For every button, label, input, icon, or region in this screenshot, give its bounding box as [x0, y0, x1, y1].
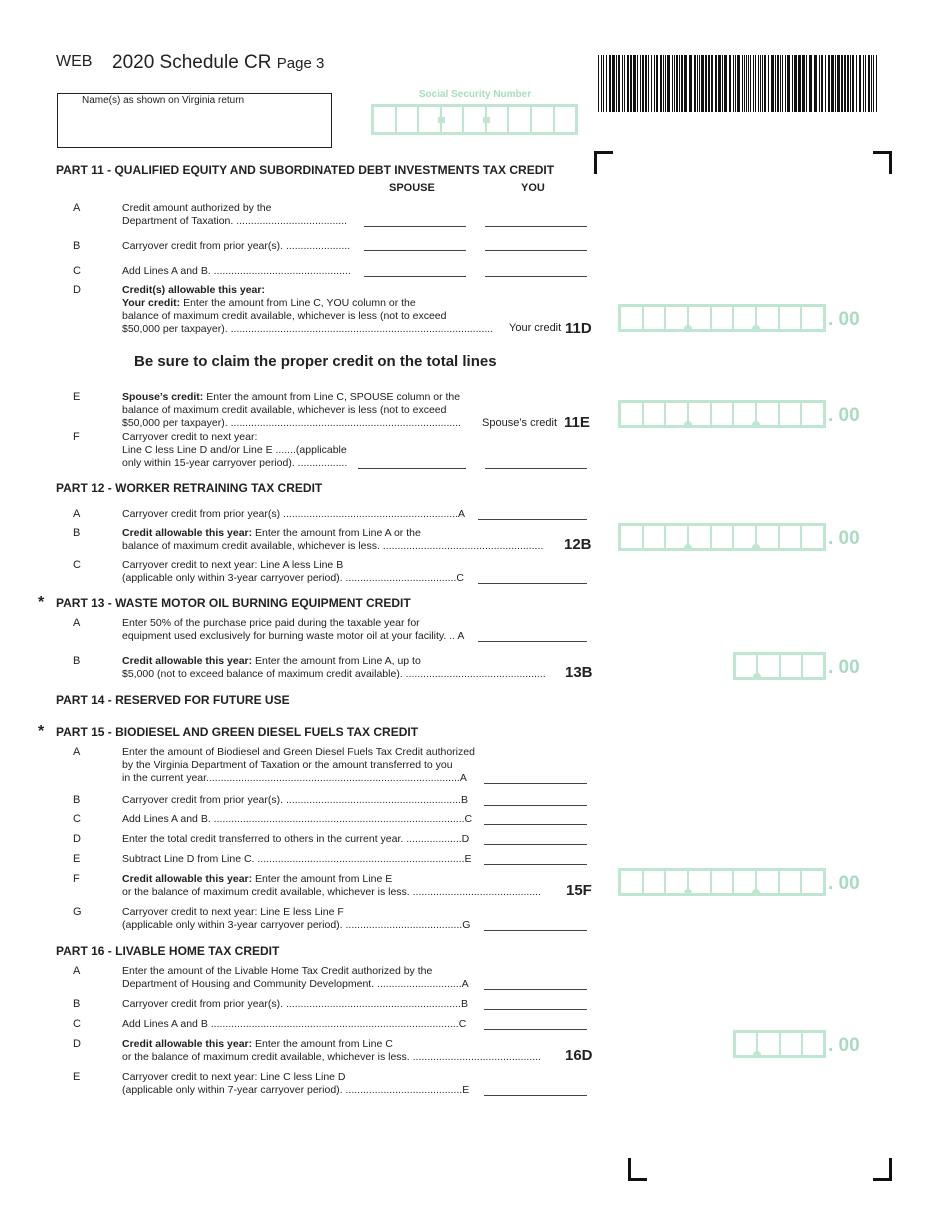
- amount-13b[interactable]: [733, 652, 826, 680]
- line-11e-text: Spouse’s credit: Enter the amount from Line C, SPOUSE column or the balance of maximum credit available, whichever is less (not to exceed $50,000 per taxpayer). ...............................................................................: [122, 391, 462, 429]
- line-11d-text: Credit(s) allowable this year: Your credit: Enter the amount from Line C, YOU column or the balance of maximum credit available, whichever is less (not to exceed $50,000 per taxpayer). ..........................................................................................: [122, 284, 494, 335]
- line-15g-input[interactable]: [484, 930, 587, 931]
- line-letter: D: [73, 1038, 81, 1050]
- line-11f-spouse[interactable]: [358, 468, 466, 469]
- cents-13b: . 00: [828, 657, 860, 678]
- line-letter: B: [73, 527, 81, 539]
- line-15d-input[interactable]: [484, 844, 587, 845]
- line-15e-input[interactable]: [484, 864, 587, 865]
- line-letter: A: [73, 746, 81, 758]
- page-number: Page 3: [276, 55, 325, 72]
- cents-16d: . 00: [828, 1035, 860, 1056]
- line-letter: E: [73, 1071, 81, 1083]
- line-11c-you[interactable]: [485, 276, 587, 277]
- line-letter: F: [73, 873, 80, 885]
- line-12a-input[interactable]: [478, 519, 587, 520]
- ssn-label: Social Security Number: [418, 89, 532, 100]
- line-11b-text: Carryover credit from prior year(s). ......................: [122, 240, 351, 252]
- line-15f-text: Credit allowable this year: Enter the amount from Line E or the balance of maximum credit available, whichever is less. ............................................: [122, 873, 541, 898]
- line-11b-you[interactable]: [485, 250, 587, 251]
- column-header-spouse: SPOUSE: [389, 182, 435, 194]
- column-header-you: YOU: [521, 182, 545, 194]
- line-16b-text: Carryover credit from prior year(s). ............................................................B: [122, 998, 468, 1010]
- amount-12b[interactable]: [618, 523, 826, 551]
- line-letter: A: [73, 617, 81, 629]
- part16-title: PART 16 - LIVABLE HOME TAX CREDIT: [56, 944, 280, 958]
- line-letter: B: [73, 655, 81, 667]
- line-11c-text: Add Lines A and B. ...............................................: [122, 265, 351, 277]
- line-12c-text: Carryover credit to next year: Line A less Line B (applicable only within 3-year carryover period). ......................................C: [122, 559, 464, 584]
- line-letter: A: [73, 965, 81, 977]
- asterisk-marker: *: [38, 723, 45, 740]
- corner-mark: [628, 1158, 647, 1181]
- line-code-15f: 15F: [566, 882, 592, 899]
- corner-mark: [594, 151, 613, 174]
- corner-mark: [873, 1158, 892, 1181]
- line-letter: G: [73, 906, 82, 918]
- line-letter: D: [73, 833, 81, 845]
- part15-title: PART 15 - BIODIESEL AND GREEN DIESEL FUELS TAX CREDIT: [56, 725, 419, 739]
- line-16c-input[interactable]: [484, 1029, 587, 1030]
- claim-banner: Be sure to claim the proper credit on the total lines: [134, 353, 497, 370]
- line-code-11d: 11D: [565, 320, 592, 337]
- line-15d-text: Enter the total credit transferred to others in the current year. ...................D: [122, 833, 470, 845]
- line-code-13b: 13B: [565, 664, 593, 681]
- line-15e-text: Subtract Line D from Line C. .......................................................................E: [122, 853, 472, 865]
- line-16b-input[interactable]: [484, 1009, 587, 1010]
- line-12a-text: Carryover credit from prior year(s) ............................................................A: [122, 508, 466, 520]
- part11-title: PART 11 - QUALIFIED EQUITY AND SUBORDINATED DEBT INVESTMENTS TAX CREDIT: [56, 163, 555, 177]
- line-12c-input[interactable]: [478, 583, 587, 584]
- line-15c-input[interactable]: [484, 824, 587, 825]
- amount-11d[interactable]: [618, 304, 826, 332]
- spouse-credit-label: Spouse’s credit: [482, 417, 558, 429]
- cents-11e: . 00: [828, 405, 860, 426]
- line-11c-spouse[interactable]: [364, 276, 466, 277]
- line-16d-text: Credit allowable this year: Enter the amount from Line C or the balance of maximum credit available, whichever is less. ............................................: [122, 1038, 541, 1063]
- line-letter: B: [73, 794, 81, 806]
- line-letter: E: [73, 853, 81, 865]
- line-letter: C: [73, 265, 81, 277]
- line-16a-text: Enter the amount of the Livable Home Tax Credit authorized by the Department of Housing and Community Development. .............................A: [122, 965, 469, 990]
- form-id-web: WEB: [56, 53, 93, 70]
- line-code-16d: 16D: [565, 1047, 593, 1064]
- cents-11d: . 00: [828, 309, 860, 330]
- page-title: 2020 Schedule CR Page 3: [112, 52, 325, 73]
- line-11a-text: Credit amount authorized by the Department of Taxation. ......................................: [122, 202, 348, 227]
- cents-15f: . 00: [828, 873, 860, 894]
- part13-title: PART 13 - WASTE MOTOR OIL BURNING EQUIPMENT CREDIT: [56, 596, 411, 610]
- line-letter: C: [73, 813, 81, 825]
- line-16c-text: Add Lines A and B .....................................................................................C: [122, 1018, 467, 1030]
- line-15b-text: Carryover credit from prior year(s). ............................................................B: [122, 794, 468, 806]
- line-16e-text: Carryover credit to next year: Line C less Line D (applicable only within 7-year carryover period). ........................................E: [122, 1071, 470, 1096]
- line-letter: A: [73, 508, 81, 520]
- line-15a-input[interactable]: [484, 783, 587, 784]
- cents-12b: . 00: [828, 528, 860, 549]
- line-letter: A: [73, 202, 81, 214]
- line-15c-text: Add Lines A and B. ......................................................................................C: [122, 813, 473, 825]
- name-field[interactable]: [57, 93, 332, 148]
- line-letter: E: [73, 391, 81, 403]
- line-13b-text: Credit allowable this year: Enter the amount from Line A, up to $5,000 (not to exceed balance of maximum credit available). ................................................: [122, 655, 546, 680]
- line-letter: D: [73, 284, 81, 296]
- line-15b-input[interactable]: [484, 805, 587, 806]
- ssn-input[interactable]: [371, 104, 578, 135]
- amount-15f[interactable]: [618, 868, 826, 896]
- line-code-12b: 12B: [564, 536, 592, 553]
- line-13a-input[interactable]: [478, 641, 587, 642]
- part14-title: PART 14 - RESERVED FOR FUTURE USE: [56, 693, 290, 707]
- line-letter: C: [73, 559, 81, 571]
- line-letter: F: [73, 431, 80, 443]
- line-letter: C: [73, 1018, 81, 1030]
- your-credit-label: Your credit: [509, 322, 562, 334]
- line-16e-input[interactable]: [484, 1095, 587, 1096]
- asterisk-marker: *: [38, 594, 45, 611]
- corner-mark: [873, 151, 892, 174]
- line-12b-text: Credit allowable this year: Enter the amount from Line A or the balance of maximum credit available, whichever is less. .......................................................: [122, 527, 544, 552]
- amount-16d[interactable]: [733, 1030, 826, 1058]
- line-15a-text: Enter the amount of Biodiesel and Green Diesel Fuels Tax Credit authorized by the Virginia Department of Taxation or the amount transferred to you in the current year.......................................................................................A: [122, 746, 475, 784]
- line-15g-text: Carryover credit to next year: Line E less Line F (applicable only within 3-year carryover period). ........................................G: [122, 906, 471, 931]
- amount-11e[interactable]: [618, 400, 826, 428]
- line-letter: B: [73, 240, 81, 252]
- part12-title: PART 12 - WORKER RETRAINING TAX CREDIT: [56, 481, 323, 495]
- line-code-11e: 11E: [564, 414, 590, 431]
- name-label: Name(s) as shown on Virginia return: [82, 95, 245, 106]
- line-11f-you[interactable]: [485, 468, 587, 469]
- line-letter: B: [73, 998, 81, 1010]
- barcode-image: [598, 55, 880, 112]
- line-11b-spouse[interactable]: [364, 250, 466, 251]
- line-11a-you[interactable]: [485, 226, 587, 227]
- line-16a-input[interactable]: [484, 989, 587, 990]
- line-13a-text: Enter 50% of the purchase price paid during the taxable year for equipment used exclusively for burning waste motor oil at your facility. .. A: [122, 617, 465, 642]
- line-11a-spouse[interactable]: [364, 226, 466, 227]
- line-11f-text: Carryover credit to next year: Line C less Line D and/or Line E .......(applicable only within 15-year carryover period). .................: [122, 431, 348, 469]
